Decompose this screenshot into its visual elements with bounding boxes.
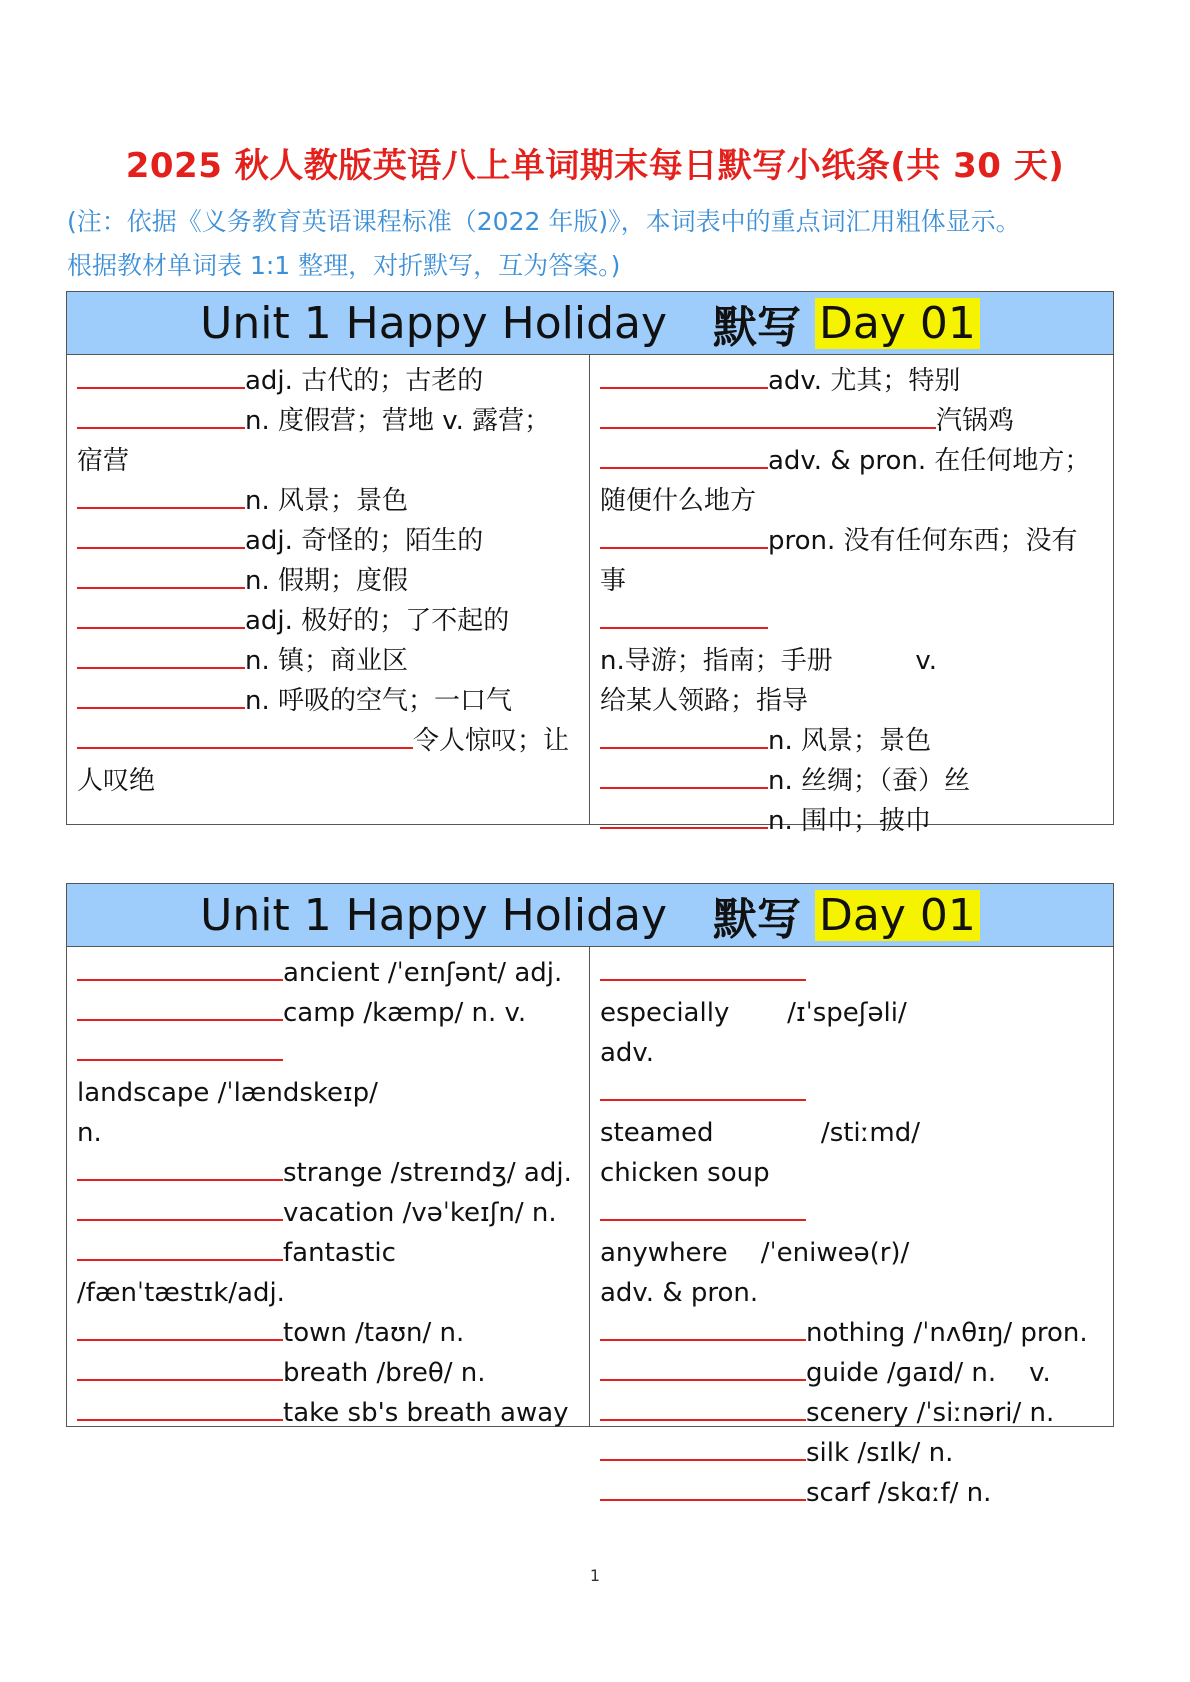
answer-blank[interactable] xyxy=(77,1313,283,1341)
word-text: especially /ɪˈspeʃəli/ xyxy=(600,998,907,1028)
note-line-1: (注：依据《义务教育英语课程标准（2022 年版)》，本词表中的重点词汇用粗体显示。 xyxy=(67,207,1021,236)
word-text: 人叹绝 xyxy=(77,766,156,796)
word-row xyxy=(600,1433,1103,1473)
word-text: 事 xyxy=(600,566,627,596)
answer-blank[interactable] xyxy=(600,1473,806,1501)
word-text: breath /breθ/ n. xyxy=(283,1358,486,1388)
word-row xyxy=(77,953,579,993)
word-text: 汽锅鸡 xyxy=(936,406,1015,436)
word-text: 宿营 xyxy=(77,446,130,476)
word-row xyxy=(600,441,1103,481)
word-text: town /taʊn/ n. xyxy=(283,1318,465,1348)
word-text: adv. & pron. 在任何地方； xyxy=(768,446,1091,476)
answer-blank[interactable] xyxy=(77,521,245,549)
word-text: scarf /skɑːf/ n. xyxy=(806,1478,992,1508)
word-row xyxy=(77,1193,579,1233)
answer-blank[interactable] xyxy=(600,721,768,749)
answer-blank[interactable] xyxy=(77,1153,283,1181)
word-text: n. 风景；景色 xyxy=(768,726,932,756)
word-text: adv. xyxy=(600,1038,655,1068)
word-row xyxy=(600,801,1103,841)
word-text: 令人惊叹；让 xyxy=(413,726,570,756)
left-column xyxy=(67,355,590,825)
word-row xyxy=(77,1393,579,1433)
unit-title: Unit 1 Happy Holiday xyxy=(200,297,667,349)
task-label: 默写 xyxy=(713,894,801,945)
word-row xyxy=(600,721,1103,761)
answer-blank[interactable] xyxy=(77,993,283,1021)
word-row xyxy=(77,1113,579,1153)
word-text: n. 丝绸；（蚕）丝 xyxy=(768,766,971,796)
right-column xyxy=(590,947,1113,1508)
answer-blank[interactable] xyxy=(77,481,245,509)
word-row xyxy=(77,761,579,801)
word-row xyxy=(600,1353,1103,1393)
word-row xyxy=(77,1353,579,1393)
table-header xyxy=(67,292,1113,355)
word-row xyxy=(600,521,1103,561)
word-text: n. 呼吸的空气；一口气 xyxy=(245,686,513,716)
word-text: chicken soup xyxy=(600,1158,770,1188)
word-row xyxy=(77,1153,579,1193)
word-row xyxy=(77,561,579,601)
word-row xyxy=(600,1193,1103,1273)
word-row xyxy=(600,681,1103,721)
word-row xyxy=(600,481,1103,521)
word-text: adv. & pron. xyxy=(600,1278,759,1308)
word-text: adj. 极好的；了不起的 xyxy=(245,606,510,636)
answer-blank[interactable] xyxy=(77,561,245,589)
word-row xyxy=(77,1033,579,1113)
word-text: camp /kæmp/ n. v. xyxy=(283,998,527,1028)
word-text: n. xyxy=(77,1118,102,1148)
answer-blank[interactable] xyxy=(77,721,413,749)
answer-blank[interactable] xyxy=(77,1033,283,1061)
answer-blank[interactable] xyxy=(77,1193,283,1221)
word-text: anywhere /ˈeniweə(r)/ xyxy=(600,1238,910,1268)
word-row xyxy=(600,761,1103,801)
word-row xyxy=(77,521,579,561)
word-text: pron. 没有任何东西；没有 xyxy=(768,526,1078,556)
answer-blank[interactable] xyxy=(600,441,768,469)
answer-blank[interactable] xyxy=(77,1233,283,1261)
answer-blank[interactable] xyxy=(600,601,768,629)
word-row xyxy=(77,401,579,441)
word-text: n. 围巾；披巾 xyxy=(768,806,932,836)
answer-blank[interactable] xyxy=(600,401,936,429)
answer-blank[interactable] xyxy=(77,601,245,629)
word-row xyxy=(600,1393,1103,1433)
answer-blank[interactable] xyxy=(600,801,768,829)
word-text: n. 风景；景色 xyxy=(245,486,409,516)
word-row xyxy=(77,1233,579,1273)
word-row xyxy=(600,1313,1103,1353)
word-text: n. 镇；商业区 xyxy=(245,646,409,676)
word-text: adj. 奇怪的；陌生的 xyxy=(245,526,484,556)
word-text: landscape /ˈlændskeɪp/ xyxy=(77,1078,378,1108)
word-row xyxy=(600,601,1103,681)
word-row xyxy=(600,1153,1103,1193)
dictation-table-chinese xyxy=(66,291,1114,836)
answer-blank[interactable] xyxy=(600,1393,806,1421)
word-row xyxy=(77,361,579,401)
word-text: n.导游；指南；手册 v. xyxy=(600,646,938,676)
word-row xyxy=(600,953,1103,1033)
answer-blank[interactable] xyxy=(77,361,245,389)
word-row xyxy=(600,561,1103,601)
word-row xyxy=(600,1033,1103,1073)
word-text: n. 假期；度假 xyxy=(245,566,409,596)
word-text: fantastic xyxy=(283,1238,396,1268)
word-text: vacation /vəˈkeɪʃn/ n. xyxy=(283,1198,557,1228)
word-row xyxy=(600,1473,1103,1513)
answer-blank[interactable] xyxy=(77,1393,283,1421)
answer-blank[interactable] xyxy=(600,1193,806,1221)
answer-blank[interactable] xyxy=(600,361,768,389)
word-row xyxy=(600,1273,1103,1313)
answer-blank[interactable] xyxy=(600,953,806,981)
day-label: Day 01 xyxy=(815,298,980,349)
day-label: Day 01 xyxy=(815,890,980,941)
word-row xyxy=(77,993,579,1033)
word-text: adv. 尤其；特别 xyxy=(768,366,961,396)
note xyxy=(67,200,1150,288)
word-text: adj. 古代的；古老的 xyxy=(245,366,484,396)
task-label: 默写 xyxy=(713,302,801,353)
word-row xyxy=(600,401,1103,441)
answer-blank[interactable] xyxy=(600,1073,806,1101)
word-row xyxy=(77,441,579,481)
word-text: strange /streɪndʒ/ adj. xyxy=(283,1158,572,1188)
answer-blank[interactable] xyxy=(77,1353,283,1381)
answer-blank[interactable] xyxy=(77,641,245,669)
word-row xyxy=(77,681,579,721)
answer-blank[interactable] xyxy=(77,953,283,981)
word-text: 随便什么地方 xyxy=(600,486,757,516)
dictation-table-english xyxy=(66,883,1114,1508)
word-text: nothing /ˈnʌθɪŋ/ pron. xyxy=(806,1318,1088,1348)
word-text: 给某人领路；指导 xyxy=(600,686,809,716)
word-row xyxy=(600,1073,1103,1153)
right-column xyxy=(590,355,1113,836)
word-text: n. 度假营；营地 v. 露营； xyxy=(245,406,551,436)
word-row xyxy=(77,1273,579,1313)
answer-blank[interactable] xyxy=(600,1353,806,1381)
page-number: 1 xyxy=(589,1566,601,1585)
word-text: silk /sɪlk/ n. xyxy=(806,1438,954,1468)
answer-blank[interactable] xyxy=(600,761,768,789)
word-text: take sb's breath away xyxy=(283,1398,569,1428)
answer-blank[interactable] xyxy=(600,521,768,549)
word-text: steamed /stiːmd/ xyxy=(600,1118,921,1148)
word-row xyxy=(600,361,1103,401)
page-title: 2025 秋人教版英语八上单词期末每日默写小纸条(共 30 天) xyxy=(125,146,1065,186)
word-row xyxy=(77,601,579,641)
word-row xyxy=(77,481,579,521)
word-row xyxy=(77,641,579,681)
word-text: guide /ɡaɪd/ n. v. xyxy=(806,1358,1051,1388)
unit-title: Unit 1 Happy Holiday xyxy=(200,889,667,941)
answer-blank[interactable] xyxy=(600,1433,806,1461)
word-text: scenery /ˈsiːnəri/ n. xyxy=(806,1398,1055,1428)
answer-blank[interactable] xyxy=(77,401,245,429)
word-row xyxy=(77,721,579,761)
table-header xyxy=(67,884,1113,947)
answer-blank[interactable] xyxy=(77,681,245,709)
word-text: /fænˈtæstɪk/adj. xyxy=(77,1278,285,1308)
left-column xyxy=(67,947,590,1427)
word-text: ancient /ˈeɪnʃənt/ adj. xyxy=(283,958,563,988)
answer-blank[interactable] xyxy=(600,1313,806,1341)
word-row xyxy=(77,1313,579,1353)
note-line-2: 根据教材单词表 1:1 整理，对折默写，互为答案。) xyxy=(67,251,621,280)
